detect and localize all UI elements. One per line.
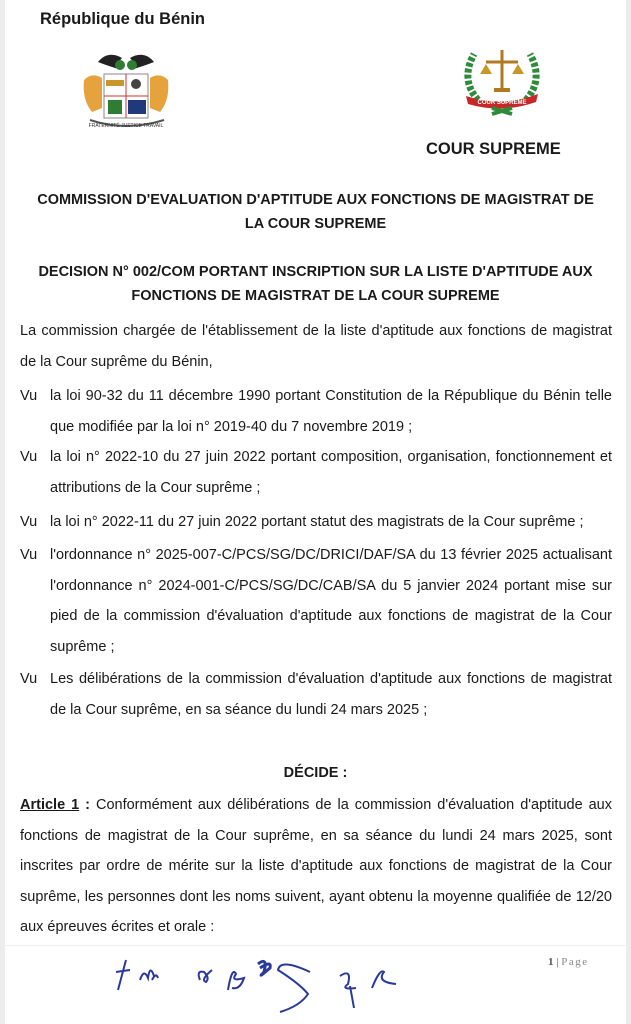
vu-label: Vu — [20, 388, 38, 404]
benin-coat-of-arms-logo — [78, 50, 174, 130]
footer-divider — [0, 945, 631, 946]
article-1-separator: : — [79, 797, 96, 813]
vu-label: Vu — [20, 514, 38, 530]
commission-title-line: COMMISSION D'EVALUATION D'APTITUDE AUX FONCTIONS DE MAGISTRAT DE — [37, 192, 594, 208]
court-name: COUR SUPREME — [426, 140, 561, 158]
page-label: Page — [561, 956, 589, 968]
vu-label: Vu — [20, 671, 38, 687]
consideration-item — [20, 664, 612, 725]
page-number-value: 1 — [548, 956, 554, 968]
country-name: République du Bénin — [40, 10, 205, 28]
signature — [116, 960, 130, 990]
svg-text:FRATERNITÉ JUSTICE TRAVAIL: FRATERNITÉ JUSTICE TRAVAIL — [88, 123, 164, 129]
decision-title-line: DECISION N° 002/COM PORTANT INSCRIPTION SUR LA LISTE D'APTITUDE AUX — [38, 264, 593, 280]
decision-title-line: FONCTIONS DE MAGISTRAT DE LA COUR SUPREME — [131, 288, 500, 304]
commission-title-line: LA COUR SUPREME — [244, 216, 387, 232]
consideration-text: la loi 90-32 du 11 décembre 1990 portant Constitution de la République du Bénin telle que modifiée par la loi n° 2019-40 du 7 novembre 2019 ; — [50, 388, 612, 435]
cour-supreme-emblem-logo — [456, 44, 548, 116]
consideration-text: Les délibérations de la commission d'évaluation d'aptitude aux fonctions de magistrat de la Cour suprême, en sa séance du lundi 24 mars 2025 ; — [50, 671, 612, 718]
commission-title — [0, 188, 631, 236]
article-1-label: Article 1 — [20, 797, 80, 813]
signatures — [100, 950, 400, 1020]
consideration-item — [20, 442, 612, 503]
decide-heading: DÉCIDE : — [283, 765, 348, 781]
decision-title — [0, 260, 631, 308]
consideration-item — [20, 540, 612, 662]
svg-text:COUR SUPREME: COUR SUPREME — [477, 100, 527, 106]
vu-label: Vu — [20, 547, 38, 563]
vu-label: Vu — [20, 449, 38, 465]
consideration-text: la loi n° 2022-10 du 27 juin 2022 portant composition, organisation, fonctionnement et attributions de la Cour suprême ; — [50, 449, 612, 496]
consideration-item — [20, 507, 612, 538]
article-1 — [20, 790, 612, 943]
consideration-item — [20, 381, 612, 442]
consideration-text: l'ordonnance n° 2025-007-C/PCS/SG/DC/DRICI/DAF/SA du 13 février 2025 actualisant l'ordonnance n° 2024-001-C/PCS/SG/DC/CAB/SA du 5 janvier 2024 portant mise sur pied de la commission d'évaluation d'aptitude aux fonctions de magistrat de la Cour suprême ; — [50, 547, 612, 655]
consideration-text: la loi n° 2022-11 du 27 juin 2022 portant statut des magistrats de la Cour suprême ; — [50, 514, 584, 530]
article-1-text: Conformément aux délibérations de la commission d'évaluation d'aptitude aux fonctions de magistrat de la Cour suprême, en sa séance du lundi 24 mars 2025, sont inscrites par ordre de mérite sur la liste d'aptitude aux fonctions de magistrat de la Cour suprême, les personnes dont les noms suivent, ayant obtenu la moyenne qualifiée de 12/20 aux épreuves écrites et orale : — [20, 797, 612, 935]
page-number: 1 | Page — [548, 956, 589, 968]
preamble: La commission chargée de l'établissement de la liste d'aptitude aux fonctions de magistrat de la Cour suprême du Bénin, — [20, 323, 612, 370]
